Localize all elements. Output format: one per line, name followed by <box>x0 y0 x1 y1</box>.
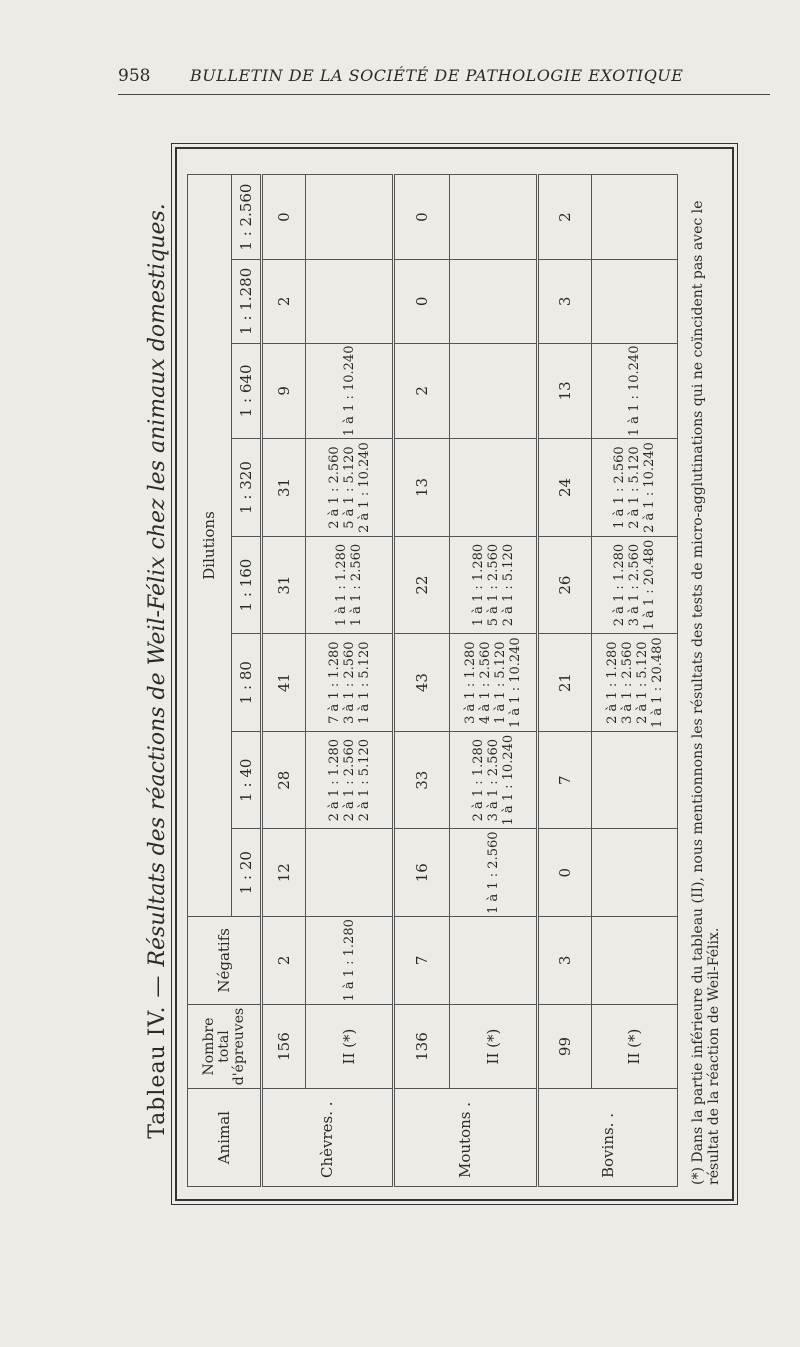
header-total: Nombre total d'épreuves <box>188 1004 262 1089</box>
sub-line: 1 à 1 : 5.120 <box>493 641 508 724</box>
count-cell: 24 <box>538 439 592 537</box>
sub-line: 5 à 1 : 2.560 <box>485 543 501 627</box>
table-row <box>592 141 678 1187</box>
sub-line: 2 à 1 : 5.120 <box>634 641 650 724</box>
sub-line: 3 à 1 : 2.560 <box>619 641 635 724</box>
count-cell: 31 <box>262 439 306 537</box>
animal-cell: Bovins. . <box>538 1089 678 1187</box>
table-row <box>538 141 592 1187</box>
header-dilution-1-160: 1 : 160 <box>232 536 262 634</box>
sub-c320-cell <box>306 439 394 537</box>
count-cell: 26 <box>538 536 592 634</box>
header-dilutions: Dilutions <box>188 175 232 917</box>
sub-c2560-cell <box>306 175 394 260</box>
sub-c20-cell <box>592 829 678 916</box>
table-row <box>306 141 394 1187</box>
count-cell: 2 <box>262 260 306 343</box>
count-cell: 28 <box>262 731 306 829</box>
sub-negatifs-cell <box>450 916 538 1004</box>
animal-cell: Moutons . <box>394 1089 538 1187</box>
sub-c320-cell <box>592 439 678 537</box>
sub-line: 1 à 1 : 1.280 <box>334 543 349 627</box>
table-footnote: (*) Dans la partie inférieure du tableau (II), nous mentionnons les résultats des tests de micro-agglutinations qui ne coïncident pas avec le résultat de la réaction de Weil-Félix. <box>690 200 722 1185</box>
sub-c80-cell <box>306 634 394 732</box>
total-cell: 99 <box>538 1004 592 1089</box>
sub-line: 3 à 1 : 2.560 <box>485 738 501 822</box>
count-cell: 33 <box>394 731 450 829</box>
sub-line: 1 à 1 : 10.240 <box>627 345 642 437</box>
count-cell: 3 <box>538 260 592 343</box>
count-cell: 41 <box>262 634 306 732</box>
sub-line: 1 à 1 : 10.240 <box>500 734 516 826</box>
sub-line: 1 à 1 : 20.480 <box>649 637 665 728</box>
table-row <box>394 141 450 1187</box>
negatifs-cell: 2 <box>262 916 306 1004</box>
count-cell: 7 <box>538 731 592 829</box>
sub-line: 2 à 1 : 5.120 <box>627 446 642 529</box>
table-row <box>262 141 306 1187</box>
sub-line: 2 à 1 : 2.560 <box>341 738 357 822</box>
sub-line: 2 à 1 : 1.280 <box>612 543 627 627</box>
results-table <box>187 141 678 1187</box>
sub-line: 2 à 1 : 5.120 <box>356 738 372 822</box>
sub-line: 1 à 1 : 10.240 <box>341 345 357 437</box>
sub-c20-cell <box>306 829 394 916</box>
sub-line: 2 à 1 : 10.240 <box>356 442 372 533</box>
total-cell: 136 <box>394 1004 450 1089</box>
sub-c1280-cell <box>306 260 394 343</box>
count-cell: 2 <box>538 175 592 260</box>
sub-c640-cell <box>592 343 678 439</box>
sub-c80-cell <box>592 634 678 732</box>
sub-c160-cell <box>306 536 394 634</box>
sub-line: 2 à 1 : 1.280 <box>470 738 486 822</box>
table-row <box>450 141 538 1187</box>
sub-c640-cell <box>306 343 394 439</box>
count-cell: 43 <box>394 634 450 732</box>
sub-label-cell: II (*) <box>450 1004 538 1089</box>
sub-c40-cell <box>592 731 678 829</box>
header-dilution-1-320: 1 : 320 <box>232 439 262 537</box>
sub-c40-cell <box>306 731 394 829</box>
sub-c80-cell <box>450 634 538 732</box>
sub-label-cell: II (*) <box>592 1004 678 1089</box>
table-caption-text: Résultats des réactions de Weil-Félix chez les animaux domestiques. <box>145 203 170 967</box>
negatifs-cell: 3 <box>538 916 592 1004</box>
sub-negatifs-cell <box>592 916 678 1004</box>
sub-line: 5 à 1 : 5.120 <box>341 446 357 529</box>
sub-negatifs-cell <box>306 916 394 1004</box>
count-cell: 22 <box>394 536 450 634</box>
count-cell: 0 <box>538 829 592 916</box>
count-cell: 2 <box>394 343 450 439</box>
header-dilution-1-20: 1 : 20 <box>232 829 262 916</box>
sub-line: 1 à 1 : 1.280 <box>470 543 486 627</box>
animal-cell: Chèvres. . <box>262 1089 394 1187</box>
sub-c640-cell <box>450 343 538 439</box>
header-dilution-1-80: 1 : 80 <box>232 634 262 732</box>
sub-line: 1 à 1 : 2.560 <box>485 831 501 914</box>
sub-c20-cell <box>450 829 538 916</box>
sub-line: 1 à 1 : 5.120 <box>356 641 372 724</box>
rotated-table-block <box>135 141 735 1201</box>
header-rule <box>118 94 770 95</box>
sub-line: 1 à 1 : 2.560 <box>612 446 627 529</box>
sub-line: 2 à 1 : 2.560 <box>326 446 342 529</box>
count-cell: 13 <box>538 343 592 439</box>
count-cell: 16 <box>394 829 450 916</box>
sub-line: 2 à 1 : 10.240 <box>642 442 657 533</box>
page-number: 958 <box>118 66 151 86</box>
count-cell: 12 <box>262 829 306 916</box>
sub-c40-cell <box>450 731 538 829</box>
sub-c2560-cell <box>450 175 538 260</box>
sub-line: 7 à 1 : 1.280 <box>326 641 342 724</box>
sub-line: 2 à 1 : 1.280 <box>604 641 620 724</box>
count-cell: 9 <box>262 343 306 439</box>
sub-line: 1 à 1 : 20.480 <box>642 539 657 631</box>
sub-line: 3 à 1 : 2.560 <box>341 641 357 724</box>
sub-line: 2 à 1 : 5.120 <box>500 543 516 627</box>
header-dilution-1-640: 1 : 640 <box>232 343 262 439</box>
sub-line: 2 à 1 : 1.280 <box>326 738 342 822</box>
sub-c2560-cell <box>592 175 678 260</box>
count-cell: 0 <box>394 175 450 260</box>
header-negatifs: Négatifs <box>188 916 262 1004</box>
count-cell: 21 <box>538 634 592 732</box>
sub-label-cell: II (*) <box>306 1004 394 1089</box>
count-cell: 13 <box>394 439 450 537</box>
table-right-margin <box>188 141 678 175</box>
total-cell: 156 <box>262 1004 306 1089</box>
count-cell: 31 <box>262 536 306 634</box>
page-header <box>118 60 698 94</box>
sub-line: 1 à 1 : 2.560 <box>349 543 364 627</box>
sub-c160-cell <box>450 536 538 634</box>
header-dilution-1-40: 1 : 40 <box>232 731 262 829</box>
sub-line: 1 à 1 : 10.240 <box>508 637 523 728</box>
sub-line: 3 à 1 : 2.560 <box>627 543 642 627</box>
header-dilution-1-1280: 1 : 1.280 <box>232 260 262 343</box>
sub-line: 1 à 1 : 1.280 <box>341 919 357 1002</box>
sub-line: 3 à 1 : 1.280 <box>463 641 478 724</box>
count-cell: 0 <box>262 175 306 260</box>
count-cell: 0 <box>394 260 450 343</box>
sub-line: 4 à 1 : 2.560 <box>478 641 493 724</box>
negatifs-cell: 7 <box>394 916 450 1004</box>
running-title: BULLETIN DE LA SOCIÉTÉ DE PATHOLOGIE EXOTIQUE <box>190 66 684 85</box>
header-dilution-1-2560: 1 : 2.560 <box>232 175 262 260</box>
table-caption <box>145 141 170 1201</box>
sub-c1280-cell <box>592 260 678 343</box>
sub-c1280-cell <box>450 260 538 343</box>
table-caption-lead: Tableau IV. — <box>145 966 170 1139</box>
sub-c320-cell <box>450 439 538 537</box>
header-animal: Animal <box>188 1089 262 1187</box>
sub-c160-cell <box>592 536 678 634</box>
